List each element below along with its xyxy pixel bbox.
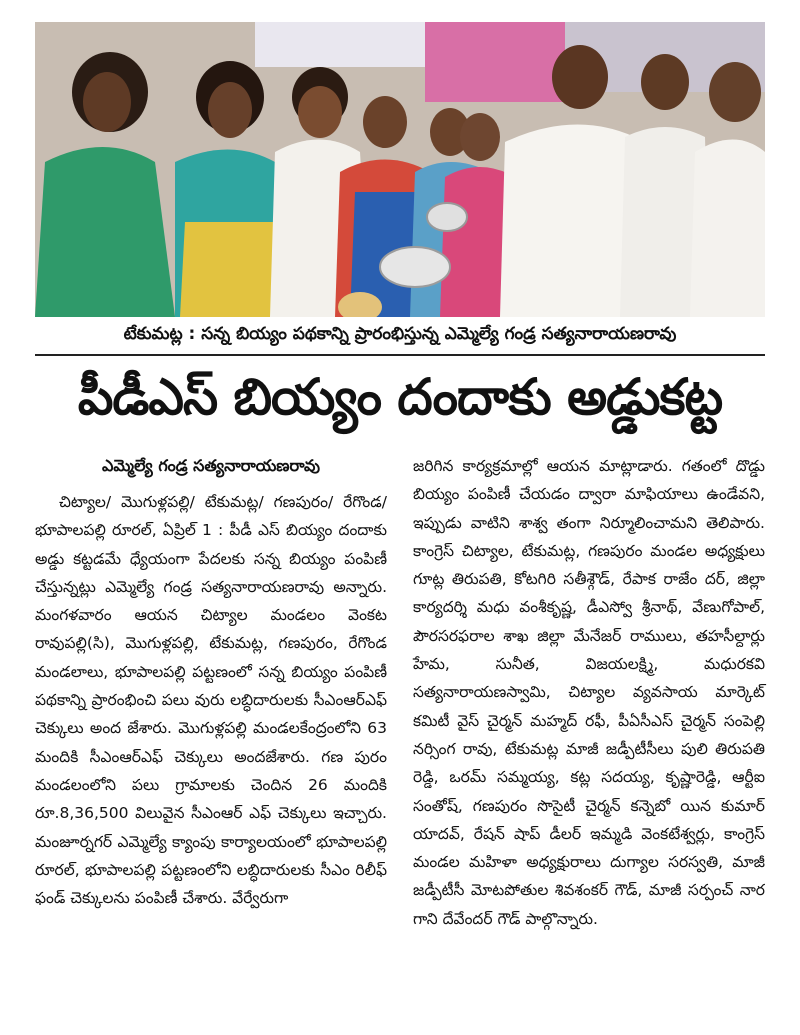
article-column-right: [413, 452, 765, 933]
article-body-left: చిట్యాల/ మొగుళ్లపల్లి/ టేకుమట్ల/ గణపురం/ రేగొండ/ భూపాలపల్లి రూరల్, ఏప్రిల్ 1 : పీడీ ఎస్ బియ్యం దందాకు అడ్డు కట్టడమే ధ్యేయంగా పేదలకు సన్న బియ్యం పంపిణీ చేస్తున్నట్లు ఎమ్మెల్యే గండ్ర సత్యనారాయణరావు అన్నారు. మంగళవారం ఆయన చిట్యాల మండలం వెంకట రావుపల్లి(సి), మొగుళ్లపల్లి, టేకుమట్ల, గణపురం, రేగొండ మండలాలు, భూపాలపల్లి పట్టణంలో సన్న బియ్యం పంపిణీ పథకాన్ని ప్రారంభించి పలు వురు లబ్ధిదారులకు సీఎంఆర్ఎఫ్ చెక్కులు అంద జేశారు. మొగుళ్లపల్లి మండలకేంద్రంలోని 63 మందికి సీఎంఆర్ఎఫ్ చెక్కులు అందజేశారు. గణ పురం మండలంలోని పలు గ్రామాలకు చెందిన 26 మందికి రూ.8,36,500 విలువైన సీఎంఆర్ ఎఫ్ చెక్కులు ఇచ్చారు. మంజూర్నగర్ ఎమ్మెల్యే క్యాంపు కార్యాలయంలో భూపాలపల్లి రూరల్, భూపాలపల్లి పట్టణంలోని లబ్ధిదారులకు సీఎం రిలీఫ్ ఫండ్ చెక్కులను పంపిణీ చేశారు. వేర్వేరుగా: [35, 493, 387, 908]
article-column-left: [35, 452, 387, 912]
article-body-right: జరిగిన కార్యక్రమాల్లో ఆయన మాట్లాడారు. గతంలో దొడ్డు బియ్యం పంపిణీ చేయడం ద్వారా మాఫియాలు ఉండేవని, ఇప్పుడు వాటిని శాశ్వ తంగా నిర్మూలించామని తెలిపారు. కాంగ్రెస్ చిట్యాల, టేకుమట్ల, గణపురం మండల అధ్యక్షులు గూట్ల తిరుపతి, కోటగిరి సతీశ్గౌడ్, రేపాక రాజేం దర్, జిల్లా కార్యదర్శి మధు వంశీకృష్ణ, డీఎస్వో శ్రీనాథ్, వేణుగోపాల్, పౌరసరఫరాల శాఖ జిల్లా మేనేజర్ రాములు, తహసీల్దార్లు హేమ, సునీత, విజయలక్ష్మి, మధురకవి సత్యనారాయణస్వామి, చిట్యాల వ్యవసాయ మార్కెట్ కమిటీ వైస్ చైర్మన్ మహ్మద్ రఫీ, పీఏసీఎస్ చైర్మన్ సంపెల్లి నర్సింగ రావు, టేకుమట్ల మాజీ జడ్పీటీసీలు పులి తిరుపతి రెడ్డి, ఒరమ్ సమ్మయ్య, కట్ల సదయ్య, కృష్ణారెడ్డి, ఆర్టీఐ సంతోష్, గణపురం సొసైటీ చైర్మన్ కన్నెబో యిన కుమార్ యాదవ్, రేషన్ షాప్ డీలర్ ఇమ్మడి వెంకటేశ్వర్లు, కాంగ్రెస్ మండల మహిళా అధ్యక్షురాలు దుగ్యాల సరస్వతి, మాజీ జడ్పీటీసీ మోటపోతుల శివశంకర్ గౌడ్, మాజీ సర్పంచ్ నార గాని దేవేందర్ గౌడ్ పాల్గొన్నారు.: [413, 457, 765, 928]
photo-caption: టేకుమట్ల : సన్న బియ్యం పథకాన్ని ప్రారంభిస్తున్న ఎమ్మెల్యే గండ్ర సత్యనారాయణరావు: [123, 324, 677, 344]
photo-illustration: [35, 22, 765, 317]
caption-divider: [35, 354, 765, 356]
headline: పీడీఎస్ బియ్యం దందాకు అడ్డుకట్ట: [77, 367, 723, 426]
news-photo: [35, 22, 765, 317]
byline: ఎమ్మెల్యే గండ్ర సత్యనారాయణరావు: [102, 456, 320, 475]
